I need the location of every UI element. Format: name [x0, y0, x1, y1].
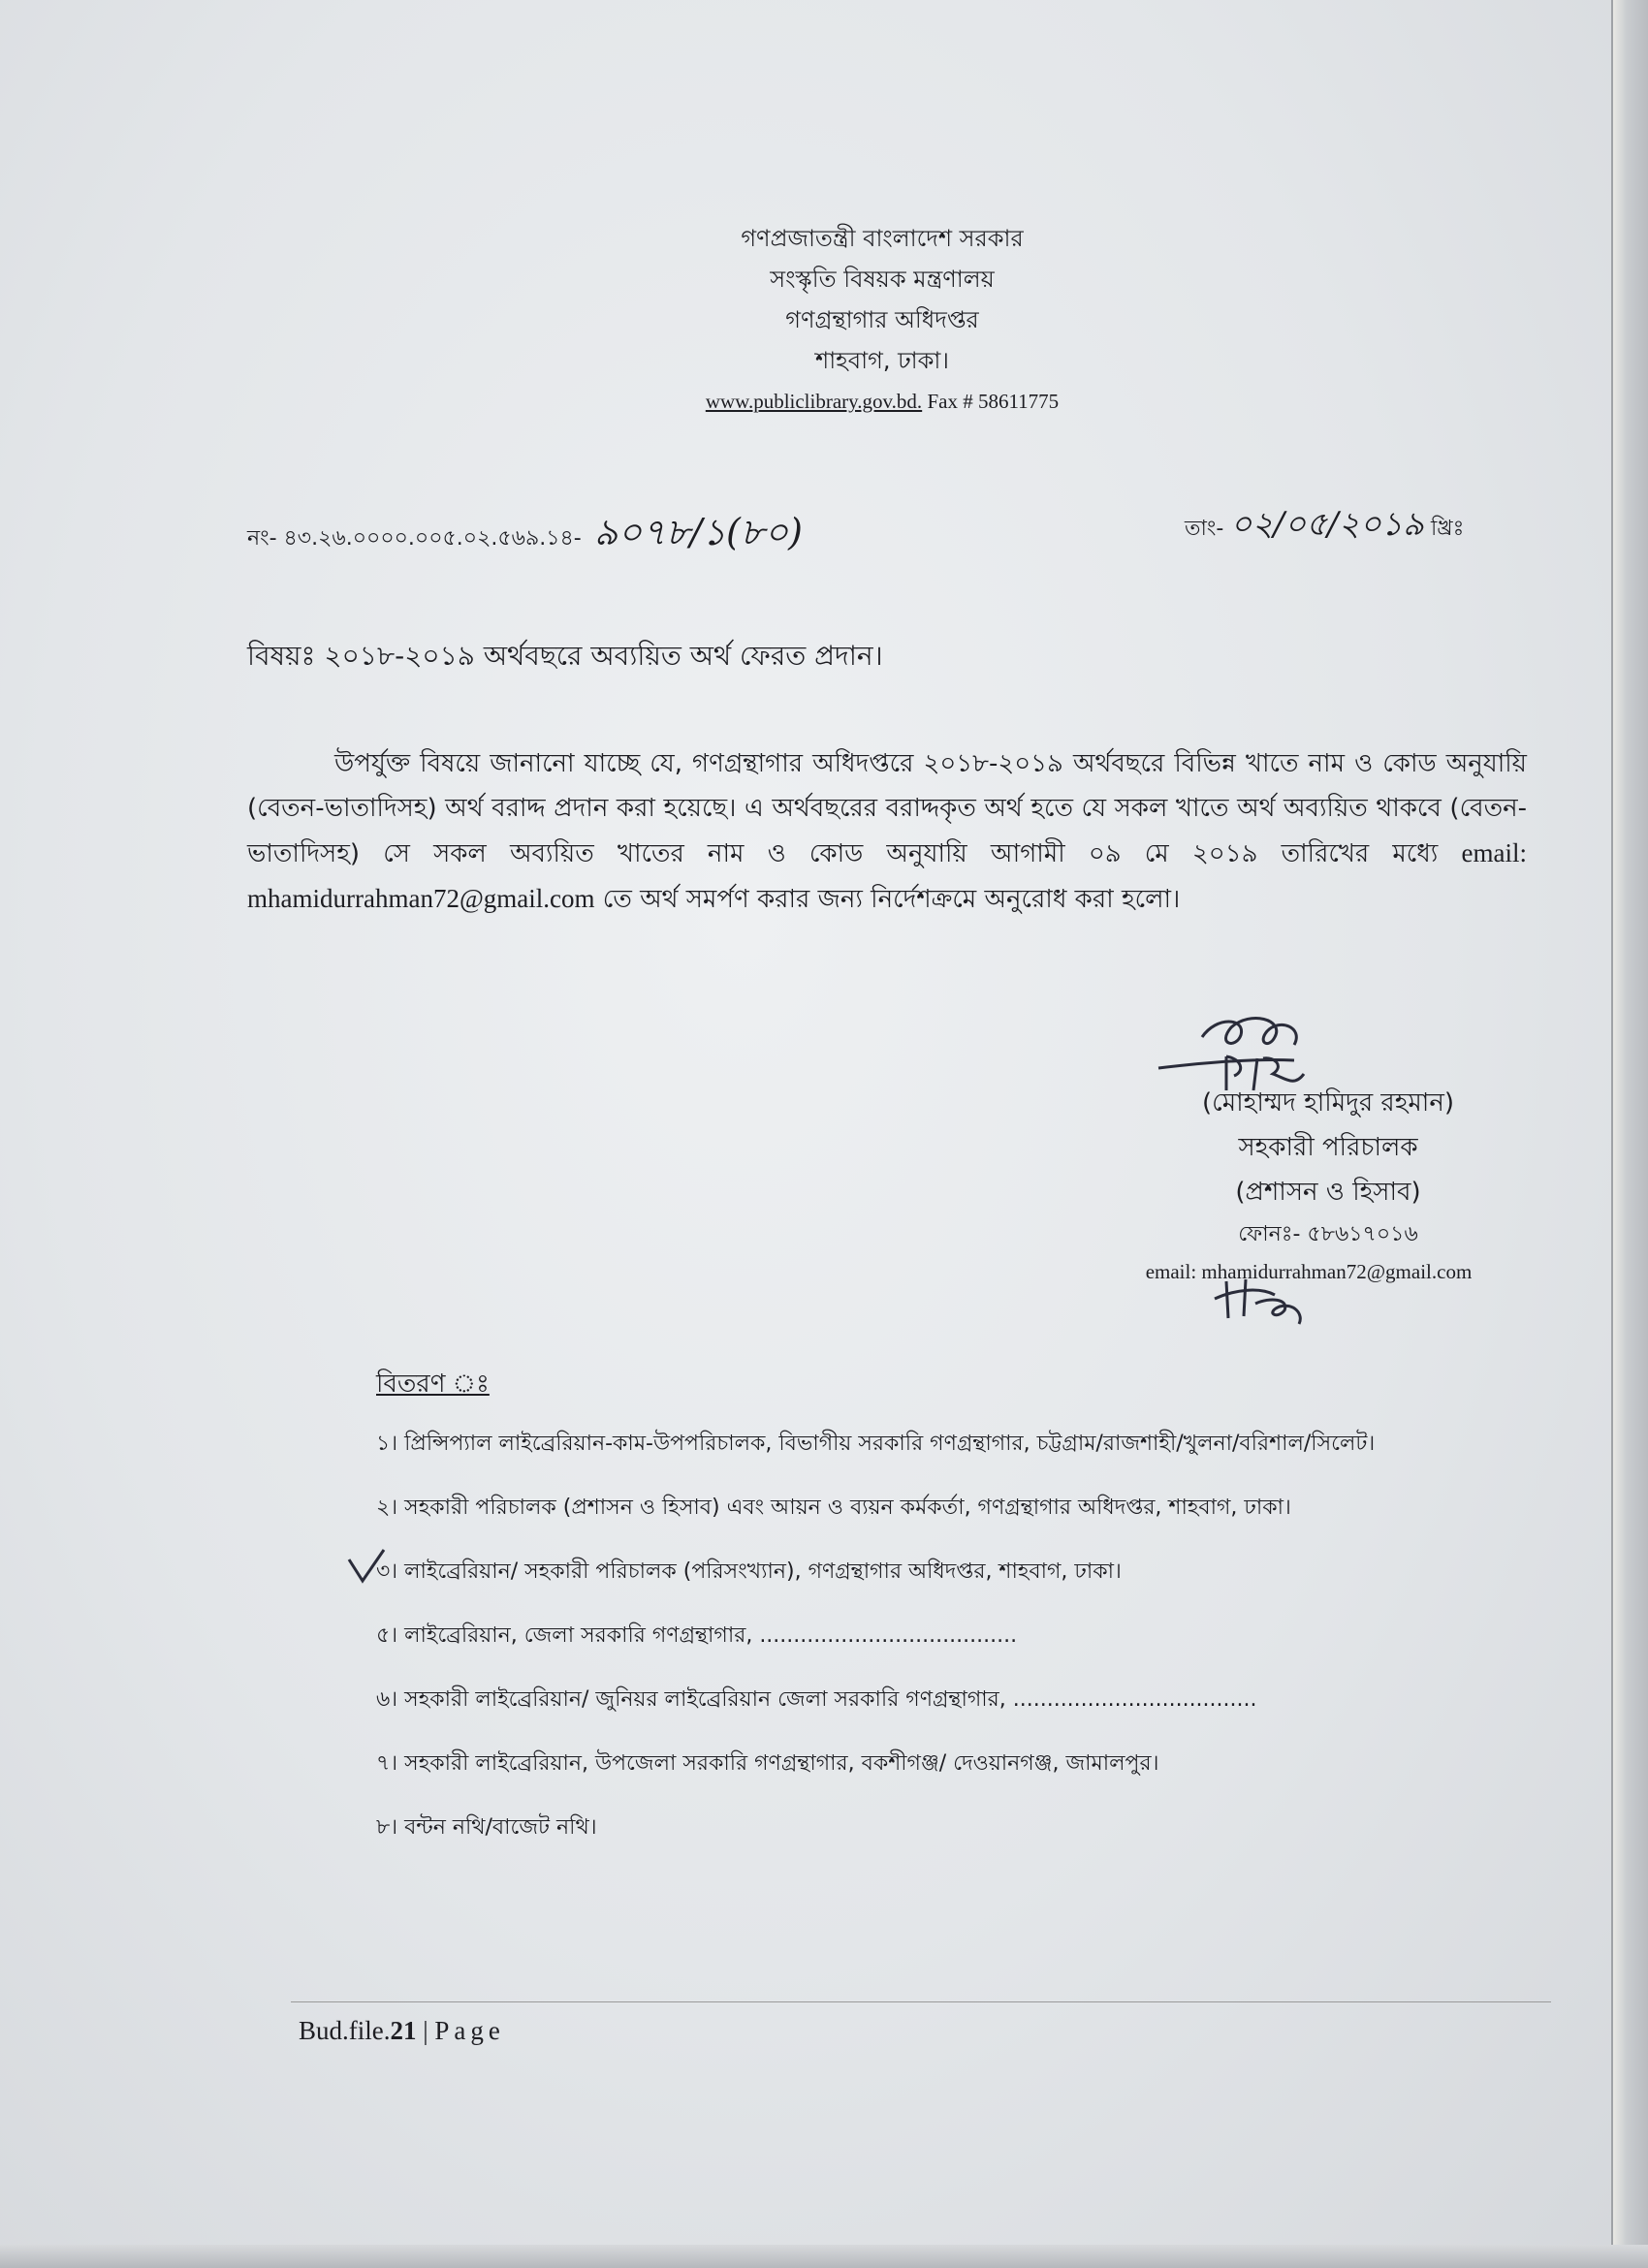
signatory-designation: সহকারী পরিচালক	[1238, 1133, 1418, 1162]
memo-date-handwritten: ০২/০৫/২০১৯	[1230, 505, 1424, 544]
footer-page-label: Page	[434, 2016, 505, 2045]
page-footer	[299, 2016, 505, 2046]
distribution-item: ১। প্রিন্সিপ্যাল লাইব্রেরিয়ান-কাম-উপপরিচালক, বিভাগীয় সরকারি গণগ্রন্থাগার, চট্টগ্রাম/রাজশাহী/খুলনা/বরিশাল/সিলেট।	[376, 1432, 1376, 1456]
memo-date-suffix: খ্রিঃ	[1430, 517, 1465, 541]
subject-label: বিষয়ঃ	[247, 640, 316, 672]
memo-number-printed: নং- ৪৩.২৬.০০০০.০০৫.০২.৫৬৯.১৪-	[247, 526, 582, 551]
signatory-name: (মোহাম্মদ হামিদুর রহমান)	[1202, 1088, 1454, 1118]
signatory-phone: ফোনঃ- ৫৮৬১৭০১৬	[1238, 1222, 1418, 1246]
distribution-item: ৩। লাইব্রেরিয়ান/ সহকারী পরিচালক (পরিসংখ্যান), গণগ্রন্থাগার অধিদপ্তর, শাহবাগ, ঢাকা।	[376, 1559, 1122, 1584]
website-link[interactable]: www.publiclibrary.gov.bd.	[705, 390, 923, 413]
letter-body	[247, 741, 1527, 922]
distribution-list	[376, 1425, 1559, 1873]
initial-scribble	[1207, 1270, 1314, 1328]
signatory-email[interactable]: email: mhamidurrahman72@gmail.com	[1145, 1260, 1473, 1283]
subject-text: ২০১৮-২০১৯ অর্থবছরে অব্যয়িত অর্থ ফেরত প্রদান।	[324, 640, 883, 672]
footer-separator: |	[416, 2016, 435, 2045]
letterhead-contact	[543, 381, 1221, 422]
distribution-item: ৬। সহকারী লাইব্রেরিয়ান/ জুনিয়র লাইব্রেরিয়ান জেলা সরকারি গণগ্রন্থাগার, ....................................	[376, 1687, 1257, 1712]
distribution-title: বিতরণ ঃ	[376, 1370, 490, 1399]
body-text-start: উপর্যুক্ত বিষয়ে জানানো যাচ্ছে যে, গণগ্রন্থাগার অধিদপ্তরে ২০১৮-২০১৯ অর্থবছরে বিভিন্ন খাতে নাম ও কোড অনুযায়ি (বেতন-ভাতাদিসহ) অর্থ বরাদ্দ প্রদান করা হয়েছে। এ অর্থবছরের বরাদ্দকৃত অর্থ হতে যে সকল খাতে অর্থ অব্যয়িত থাকবে (বেতন-ভাতাদিসহ) সে সকল অব্যয়িত খাতের নাম ও কোড অনুযায়ি আগামী ০৯ মে ২০১৯ তারিখের মধ্যে	[247, 749, 1527, 868]
memo-date	[1185, 499, 1464, 554]
signatory-block	[1125, 1081, 1532, 1288]
letterhead-government: গণপ্রজাতন্ত্রী বাংলাদেশ সরকার	[741, 225, 1024, 252]
footer-file: Bud.file.	[299, 2016, 391, 2045]
signatory-section: (প্রশাসন ও হিসাব)	[1235, 1178, 1421, 1207]
scan-edge-right	[1611, 0, 1648, 2268]
letterhead-address: শাহবাগ, ঢাকা।	[815, 347, 949, 374]
subject-line	[247, 635, 883, 680]
fax-number: Fax # 58611775	[927, 390, 1060, 413]
memo-number-handwritten: ৯০৭৮/১(৮০)	[593, 511, 803, 553]
body-text-end: তে অর্থ সমর্পণ করার জন্য নির্দেশক্রমে অনুরোধ করা হলো।	[602, 885, 1181, 914]
letterhead-ministry: সংস্কৃতি বিষয়ক মন্ত্রণালয়	[770, 266, 995, 293]
footer-divider	[291, 2001, 1551, 2002]
distribution-item: ৮। বন্টন নথি/বাজেট নথি।	[376, 1815, 597, 1840]
distribution-item: ২। সহকারী পরিচালক (প্রশাসন ও হিসাব) এবং আয়ন ও ব্যয়ন কর্মকর্তা, গণগ্রন্থাগার অধিদপ্তর, শাহবাগ, ঢাকা।	[376, 1496, 1291, 1520]
letterhead	[543, 218, 1221, 422]
footer-number: 21	[390, 2016, 417, 2045]
memo-number	[247, 504, 803, 566]
letterhead-department: গণগ্রন্থাগার অধিদপ্তর	[785, 306, 979, 333]
scan-edge-bottom	[0, 2245, 1648, 2268]
memo-date-label: তাং-	[1185, 517, 1224, 541]
distribution-item: ৫। লাইব্রেরিয়ান, জেলা সরকারি গণগ্রন্থাগার, ......................................	[376, 1623, 1018, 1648]
body-email[interactable]: email: mhamidurrahman72@gmail.com	[247, 838, 1527, 913]
distribution-item: ৭। সহকারী লাইব্রেরিয়ান, উপজেলা সরকারি গণগ্রন্থাগার, বকশীগঞ্জ/ দেওয়ানগঞ্জ, জামালপুর।	[376, 1751, 1159, 1776]
